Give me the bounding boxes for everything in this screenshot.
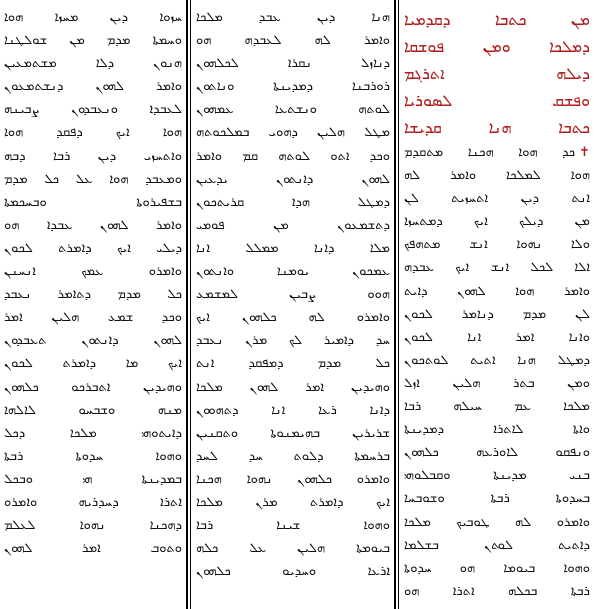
rubric-heading-line: ܡܢ ܟܬܒܐ ܕܩܕܡܝܐ: [404, 10, 590, 29]
text-line-content: ܟܕ ܗܘܐ ܗܟܢܐ ܡܬܩܕܡ: [404, 145, 576, 160]
text-line: ܡܢܗ ܘܫܒܚܘ ܠܐܠܗܐ: [4, 402, 182, 418]
text-line: ܗܢܘܢ ܕܠܐ ܡܫܬܡܥܝܢ: [4, 56, 182, 72]
text-line: ܒܪܚܡܬܐ ܕܠܘܬ ܚܕ ܠܚܕ: [196, 448, 390, 464]
text-line: [404, 141, 590, 164]
text-line: ܕܐܝܬܘܗܝ ܡܠܟܐ ܕܟܠ: [4, 425, 182, 441]
text-line: ܐܝܟ ܕܐܡܪܬ ܡܪܢ ܡܠܟܐ: [196, 494, 390, 510]
text-line: ܒܫܦܝܪܘܬܐ ܘܒܚܟܡܬܐ: [4, 194, 182, 210]
text-line: ܗܘܘ ܨܒܝܢ ܠܡܫܡܥ: [196, 287, 390, 303]
text-line: ܡܢ ܕܝܠܟ ܐܝܟ ܕܡܬܚܙܐ: [404, 214, 590, 230]
cross-icon: ✝: [579, 145, 590, 160]
text-line: ܕܝܠܝ ܐܝܟ ܕܐܡܪܬ ܠܟܘܢ: [4, 240, 182, 256]
rubric-heading-line: ܘܦܫܩ ܠܣܘܪܝܐ: [404, 91, 590, 110]
rubric-heading-line: ܟܬܒܐ ܗܢܐ ܩܕܝܫܐ: [404, 118, 590, 137]
text-line: ܘܗܘܐ ܫܝܢܐ ܪܒܐ: [196, 518, 390, 534]
text-line: ܟܠ ܡܕܡ ܕܬܐܡܪ ܢܥܒܕ: [4, 287, 182, 303]
text-line: ܗܘܐ ܐܝܟ ܕܦܩܕ ܗܘܐ: [4, 125, 182, 141]
text-line: ܕܡܛܠ ܗܕܐ ܩܪܝܬܟܘܢ: [196, 194, 390, 210]
text-line: ܒܚܕܘܬܐ ܪܒܬܐ ܘܫܘܒܚܐ: [404, 491, 590, 507]
text-line: ܟܠ ܡܕܡ ܕܡܦܩܕ ܐܢܬ: [196, 356, 390, 372]
text-line: ܒܢܝ ܡܕܝܢܬܐ ܘܩܒܠܘܗܝ: [404, 468, 590, 484]
text-line: ܕܬܫܡܥܘܢ ܡܢ ܦܘܡܝ: [196, 217, 390, 233]
text-line: ܠܗܘܢ ܕܐܢܬܘܢ ܬܥܒܕܘܢ: [4, 333, 182, 349]
text-line: ܒܝܘܡܬܐ ܗܠܝܢ ܥܠ ܟܠܗ: [196, 541, 390, 557]
text-line: ܘܗܝܕܝܢ ܐܬܒܪܟܘ ܟܠܗܘܢ: [4, 379, 182, 395]
text-line: ܚܕ ܕܐܡܝܪ ܠܟ ܡܪܢ ܢܥܒܕ: [196, 333, 390, 349]
text-column-right: [404, 0, 590, 609]
text-line: ܘܗܝܕܝܢ ܐܡܪ ܠܗܘܢ ܡܠܟܐ: [196, 379, 390, 395]
text-line: ܘܐܡܪܘ ܠܗ ܟܠܗܘܢ ܐܝܟ: [196, 310, 390, 326]
text-line: ܠܗܘܢ ܕܐܢܬܘܢ ܝܕܥܝܢ: [196, 171, 390, 187]
text-line: ܘܗܘܐ ܚܕܘܬܐ ܪܒܬܐ: [4, 448, 182, 464]
text-line: ܡܠܐ ܕܐܢܐ ܡܡܠܠ ܐܢܐ: [196, 240, 390, 256]
column-divider-rule: [190, 0, 191, 609]
text-line: ܡܛܠ ܗܠܝܢ ܕܗܘܝ ܒܡܠܟܘܬܗ: [196, 125, 390, 141]
text-line: ܘܡܥܒܕ ܗܘܐ ܥܠ ܟܠ ܡܕܡ: [4, 171, 182, 187]
text-line: ܠܢ ܡܕܡ ܕܢܐܡܪ ܠܟܘܢ: [404, 306, 590, 322]
text-line: ܘܡܢ ܒܬܪ ܗܠܝܢ ܐܙܠ: [404, 375, 590, 391]
text-line: ܐܠܐ ܠܟܠ ܐܢܫ ܐܝܟ ܥܒܕܗ: [404, 260, 590, 276]
text-line: ܠܥܒܕܐ ܘܢܥܒܕܘܢ ܨܒܝܢܗ: [4, 102, 182, 118]
text-line: ܗܢܐ ܕܝܢ ܥܒܕ ܡܠܟܐ: [196, 10, 390, 25]
text-line: ܘܠܐ ܢܗܘܐ ܐܢܫ ܡܬܗܦܟ: [404, 237, 590, 253]
text-line: ܘܟܕ ܐܬܘ ܠܘܬܗ ܩܡ ܘܐܡܪ: [196, 148, 390, 164]
text-column-left: [4, 0, 182, 609]
text-line: ܘܬܘܒ ܐܡܪ ܠܗܘܢ: [4, 541, 182, 557]
text-line: ܘܗܘܐ ܒܝܘܡܐ ܗܘ ܚܕܘܬܐ: [404, 560, 590, 576]
text-line: ܕܐܢܐ ܪܥܐ ܐܢܐ ܕܬܗܘܘܢ: [196, 402, 390, 418]
text-line: ܕܗܟܢܐ ܢܗܘܐ ܠܥܠܡ: [4, 518, 182, 534]
text-line: ܪܒܬܐ ܒܟܠܗ ܐܬܪܐ ܗܘ: [404, 583, 590, 599]
text-line: ܘܐܡܪܘ ܥܡܟ ܐܢܚܢܢ: [4, 264, 182, 280]
text-line: ܘܐܡܪ ܠܗ ܠܥܒܕܗ ܗܘ: [196, 33, 390, 49]
text-line: ܕܡܛܠ ܗܢܐ ܐܬܝܬ ܠܘܬܟܘܢ: [404, 352, 590, 368]
column-divider-rule: [186, 0, 188, 609]
text-line: ܘܐܡܪ ܠܗܘܢ ܕܢܫܬܡܥܘܢ: [4, 79, 182, 95]
column-divider-rule: [394, 0, 396, 609]
text-line: ܒܡܕܝܢܬܐ ܗܝ ܘܒܟܠ: [4, 471, 182, 487]
text-line: ܕܢܐܙܠ ܢܩܪܐ ܠܟܠܗܘܢ: [196, 56, 390, 72]
text-line: ܘܟܕ ܫܡܥ ܗܠܝܢ ܐܡܪ: [4, 310, 182, 326]
text-line: ܘܐܢܐ ܐܡܪ ܐܢܐ ܠܟܘܢ: [404, 329, 590, 345]
text-line: ܘܐܡܪ ܠܗܘܢ ܥܒܕܐ ܗܘ: [4, 217, 182, 233]
text-line: ܘܐܬܐ ܠܐܬܪܐ ܕܡܕܝܢܬܐ: [404, 422, 590, 438]
rubric-heading-line: ܕܡܠܟܐ ܘܡܢ ܦܘܫܩܐ: [404, 37, 590, 56]
text-line: ܘܐܡܪܘ ܟܠܗܘܢ ܢܗܘܐ ܗܟܢܐ: [196, 471, 390, 487]
text-line: ܘܢܦܩܘ ܠܐܘܪܥܗ ܟܠܗܘܢ: [404, 445, 590, 461]
column-divider-rule: [398, 0, 399, 609]
text-line: ܕܐܬܝܬ ܠܘܬܢ ܒܫܠܡܐ: [404, 537, 590, 553]
text-column-middle: [196, 0, 390, 609]
text-line: ܘܐܬܚܙܝ ܕܝܢ ܪܒܐ ܕܒܗ: [4, 148, 182, 164]
text-line: ܗܘܐ ܠܡܠܟܐ ܘܐܡܪ ܠܗ: [404, 168, 590, 184]
text-line: ܐܢܬ ܕܝܢ ܐܬܚܙܝܬ ܠܢ: [404, 191, 590, 207]
text-line: ܘܚܡܬܐ ܡܕܡ ܡܢ ܫܘܠܛܢܐ: [4, 33, 182, 49]
text-line: ܘܐܡܪ ܗܘܐ ܠܗܘܢ ܕܐܝܬ: [404, 283, 590, 299]
rubric-heading-line: ܕܝܠܗ ܐܬܪܓܡ: [404, 64, 590, 83]
text-line: ܡܠܟܐ ܥܡ ܚܝܠܗ ܪܒܐ: [404, 399, 590, 415]
text-line: ܐܝܟ ܡܐ ܕܐܡܪܬ ܠܟܘܢ: [4, 356, 182, 372]
text-line: ܪܘܪܒܢܐ ܕܡܕܝܢܬܐ ܘܢܐܬܘܢ: [196, 79, 390, 95]
text-line: ܘܐܡܪܘ ܠܗ ܛܘܒܝܟ ܡܠܟܐ: [404, 514, 590, 530]
text-line: ܫܪܝܪܝܢ ܒܗܝܡܢܘܬܐ ܘܬܩܢܝܢ: [196, 425, 390, 441]
text-line: ܠܘܬܗ ܘܢܫܬܥܐ ܥܡܗܘܢ: [196, 102, 390, 118]
text-line: ܐܪܥܐ ܘܚܕܝܘ ܟܠܗܘܢ: [196, 564, 390, 580]
text-line: ܥܡܟܘܢ ܝܘܡܢܐ ܘܐܢܬܘܢ: [196, 264, 390, 280]
text-line: ܚܙܘܐ ܕܝܢ ܡܚܙܐ ܗܘܐ: [4, 10, 182, 25]
text-line: ܐܬܪܐ ܕܚܕܪܝܗ ܘܐܡܪܘ: [4, 494, 182, 510]
